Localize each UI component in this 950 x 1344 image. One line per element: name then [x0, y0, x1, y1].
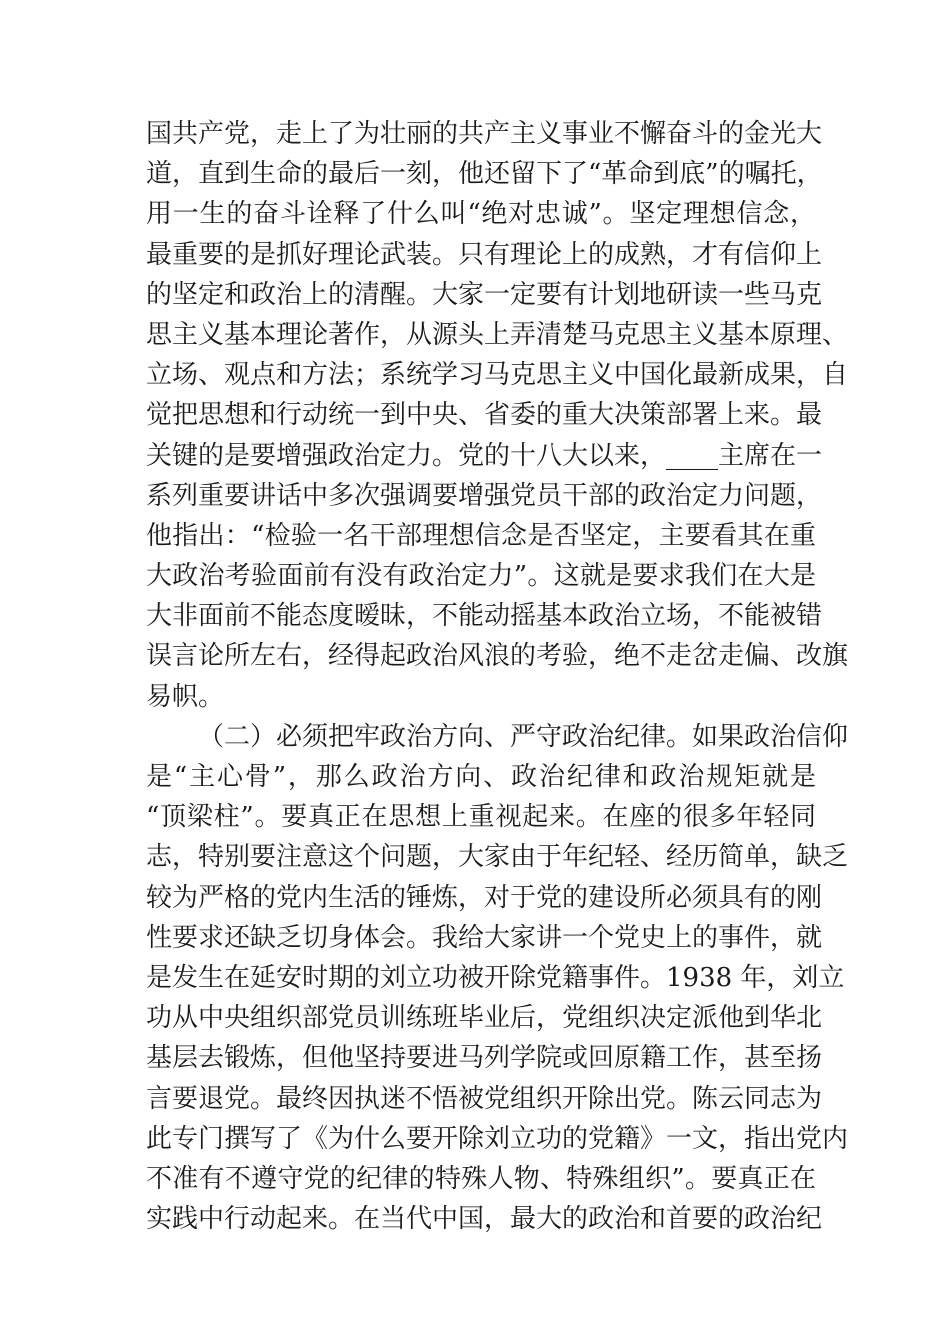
- text-line: 不准有不遵守党的纪律的特殊人物、特殊组织”。要真正在: [146, 1163, 816, 1194]
- text-line: 是发生在延安时期的刘立功被开除党籍事件。1938 年，刘立: [146, 962, 845, 993]
- text-line: 此专门撰写了《为什么要开除刘立功的党籍》一文，指出党内: [146, 1123, 849, 1154]
- text-line: 的坚定和政治上的清醒。大家一定要有计划地研读一些马克: [146, 279, 823, 310]
- text-line: 言要退党。最终因执迷不悟被党组织开除出党。陈云同志为: [146, 1083, 823, 1114]
- text-line: 关键的是要增强政治定力。党的十八大以来，____主席在一: [146, 440, 823, 471]
- text-line: 是“主心骨”，那么政治方向、政治纪律和政治规矩就是: [146, 762, 816, 792]
- body-text: [146, 114, 849, 1239]
- text-line: 实践中行动起来。在当代中国，最大的政治和首要的政治纪: [146, 1204, 823, 1235]
- text-line: 易帜。: [146, 681, 225, 712]
- text-line: 觉把思想和行动统一到中央、省委的重大决策部署上来。最: [146, 400, 823, 431]
- text-line: 国共产党，走上了为壮丽的共产主义事业不懈奋斗的金光大: [146, 119, 823, 149]
- paragraph-start-line: （二）必须把牢政治方向、严守政治纪律。如果政治信仰: [198, 721, 849, 752]
- text-line: 大政治考验面前有没有政治定力”。这就是要求我们在大是: [146, 561, 816, 592]
- text-line: 性要求还缺乏切身体会。我给大家讲一个党史上的事件，就: [146, 922, 823, 953]
- text-line: 功从中央组织部党员训练班毕业后，党组织决定派他到华北: [146, 1003, 823, 1034]
- text-line: 他指出：“检验一名干部理想信念是否坚定，主要看其在重: [146, 520, 816, 551]
- text-line: 思主义基本理论著作，从源头上弄清楚马克思主义基本原理、: [146, 319, 849, 350]
- text-line: 立场、观点和方法；系统学习马克思主义中国化最新成果，自: [146, 360, 849, 391]
- text-line: 系列重要讲话中多次强调要增强党员干部的政治定力问题，: [146, 480, 823, 511]
- text-line: 较为严格的党内生活的锤炼，对于党的建设所必须具有的刚: [146, 882, 823, 913]
- text-line: 基层去锻炼，但他坚持要进马列学院或回原籍工作，甚至扬: [146, 1043, 823, 1074]
- text-line: 志，特别要注意这个问题，大家由于年纪轻、经历简单，缺乏: [146, 842, 849, 873]
- text-line: 误言论所左右，经得起政治风浪的考验，绝不走岔走偏、改旗: [146, 641, 849, 672]
- text-line: 大非面前不能态度暧昧，不能动摇基本政治立场，不能被错: [146, 601, 823, 632]
- text-line: 最重要的是抓好理论武装。只有理论上的成熟，才有信仰上: [146, 239, 823, 270]
- text-line: “顶梁柱”。要真正在思想上重视起来。在座的很多年轻同: [146, 802, 816, 833]
- text-line: 用一生的奋斗诠释了什么叫“绝对忠诚”。坚定理想信念，: [146, 199, 816, 230]
- text-line: 道，直到生命的最后一刻，他还留下了“革命到底”的嘱托，: [146, 159, 823, 190]
